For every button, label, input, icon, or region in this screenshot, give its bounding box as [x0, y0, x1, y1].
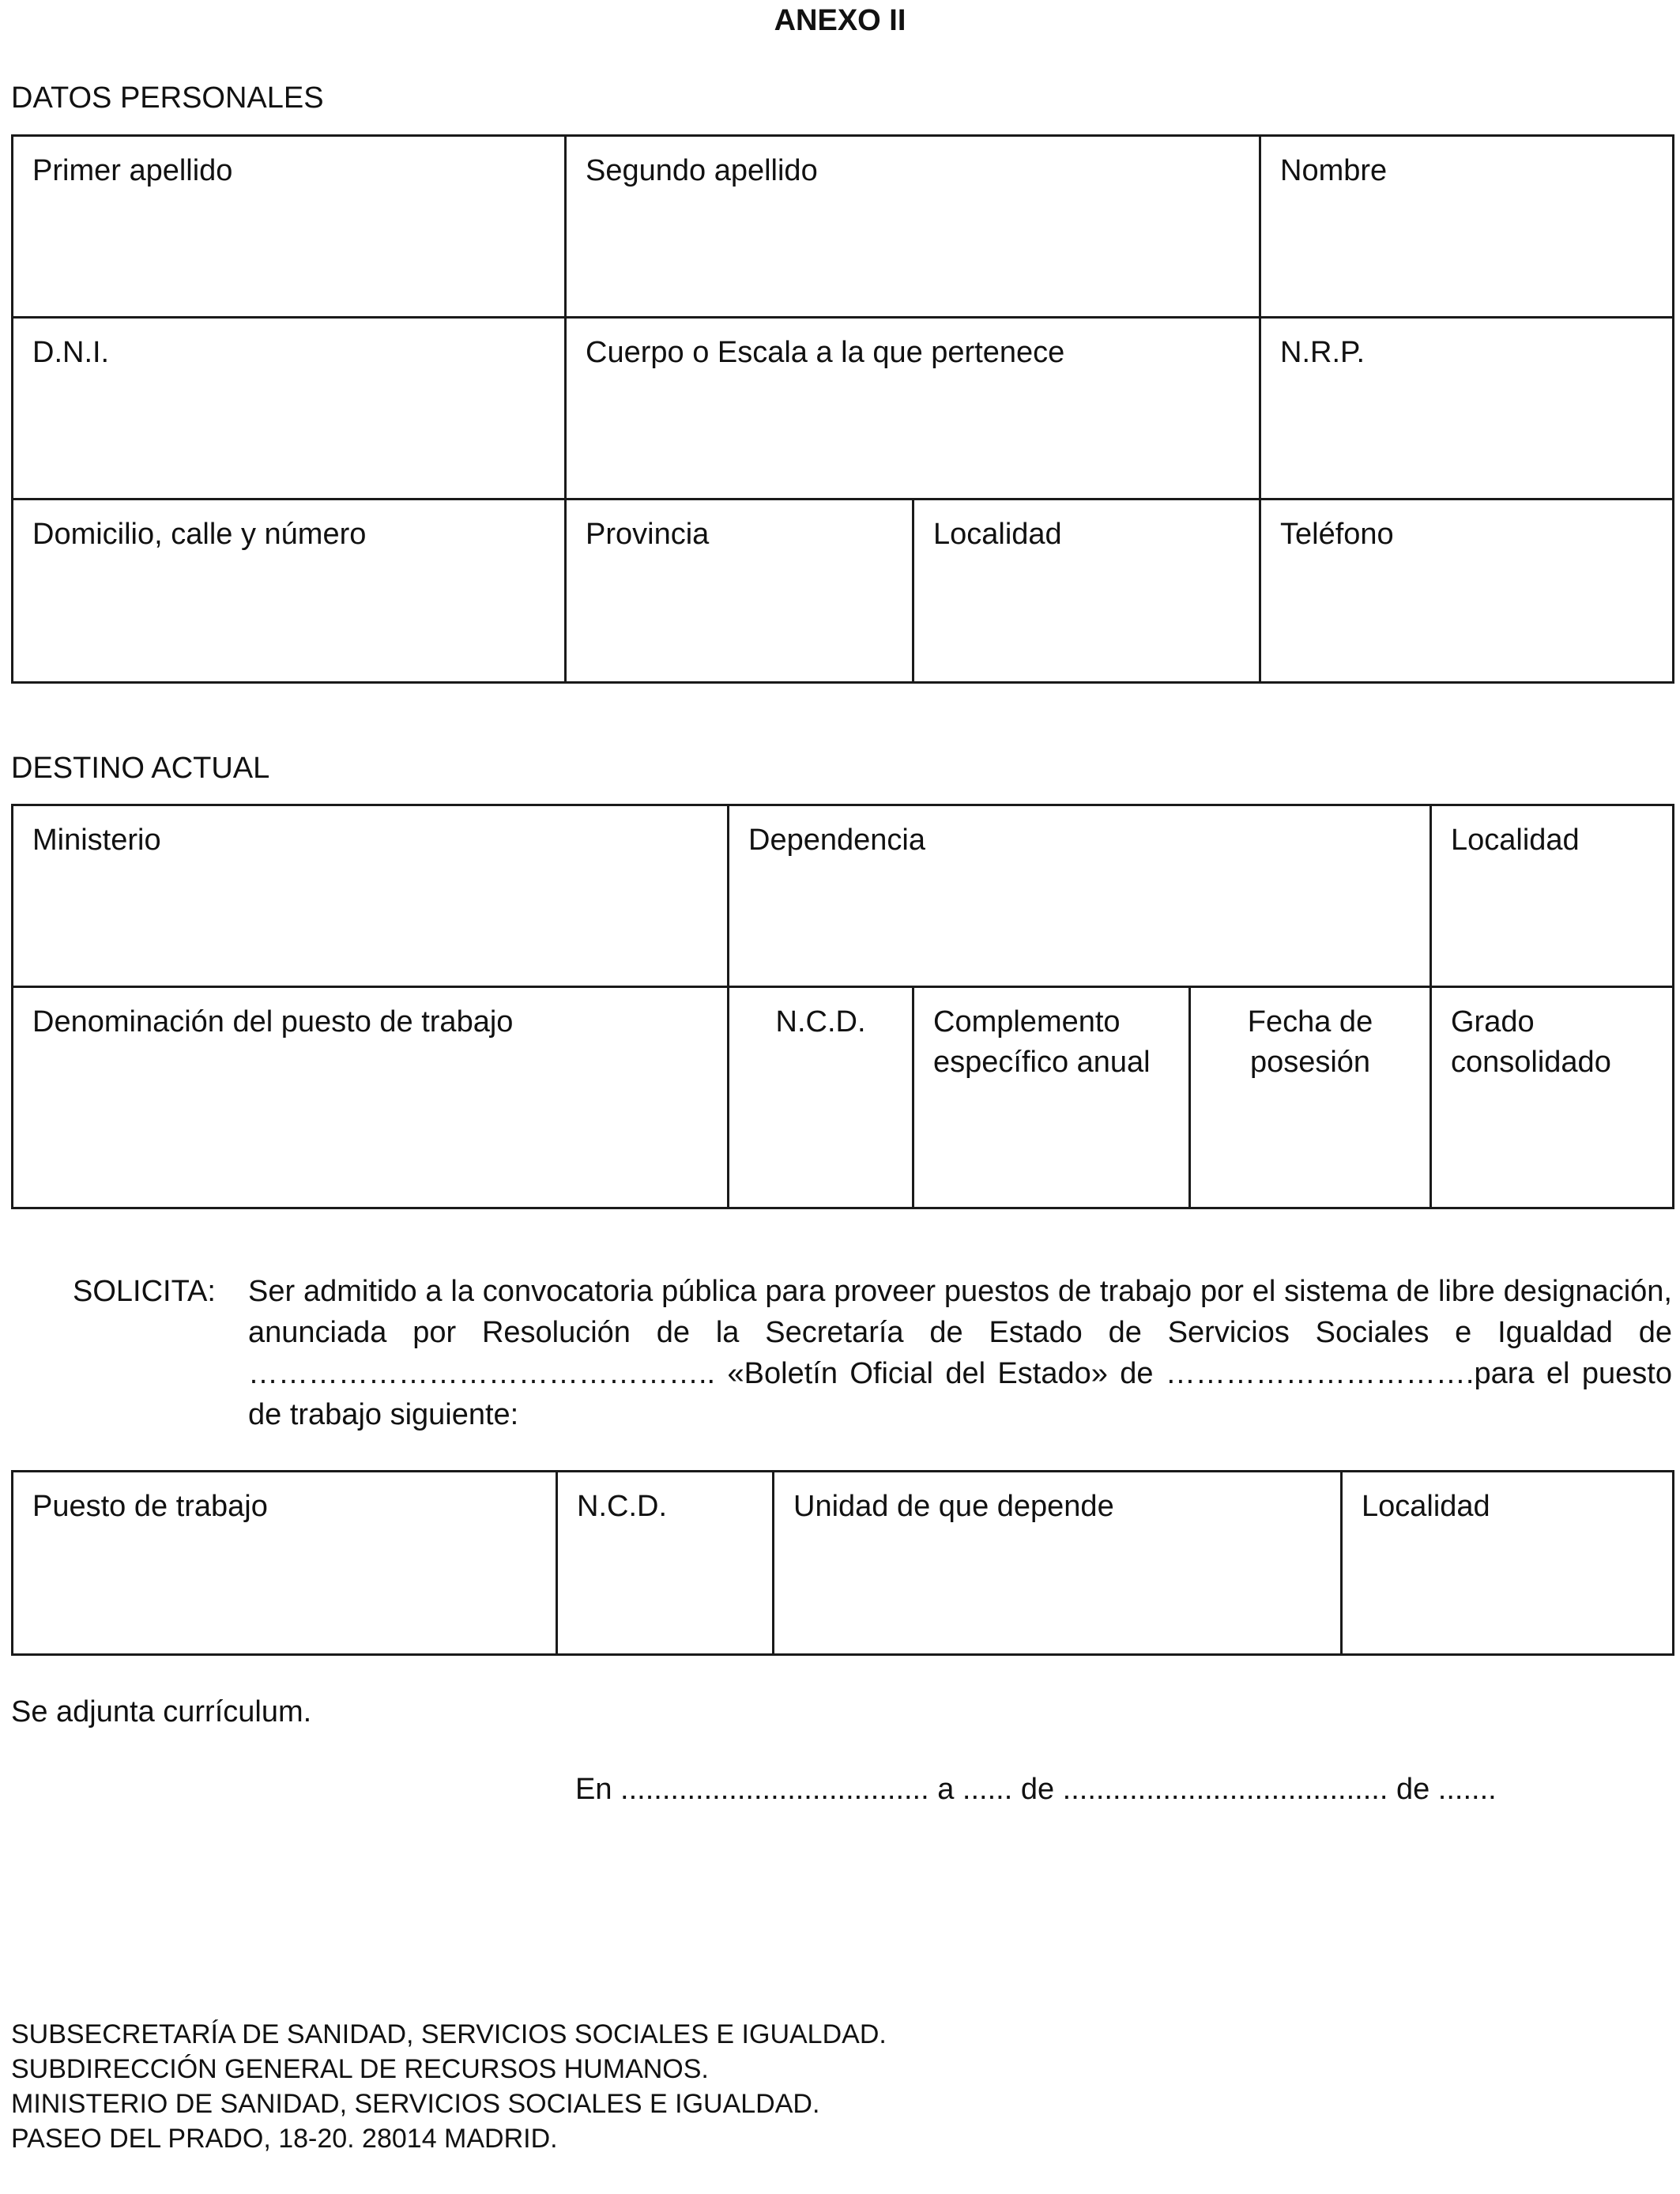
field-ncd-puesto[interactable]: N.C.D. — [557, 1472, 774, 1655]
label-grado-line1: Grado — [1451, 1005, 1535, 1039]
label-fecha-line1: Fecha de — [1247, 1005, 1373, 1039]
document-title: ANEXO II — [774, 4, 906, 37]
section-heading-destino-actual: DESTINO ACTUAL — [11, 752, 270, 785]
label-grado-line2: consolidado — [1451, 1046, 1611, 1080]
footer-line: SUBSECRETARÍA DE SANIDAD, SERVICIOS SOCIALES E IGUALDAD. — [11, 2019, 887, 2049]
solicita-label: SOLICITA: — [73, 1275, 216, 1308]
field-fecha-posesion[interactable] — [1190, 987, 1431, 1208]
field-ministerio[interactable]: Ministerio — [13, 805, 729, 987]
label-complemento-line1: Complemento — [933, 1005, 1121, 1039]
table-row — [13, 136, 1674, 318]
field-primer-apellido[interactable]: Primer apellido — [13, 136, 566, 318]
field-unidad-depende[interactable]: Unidad de que depende — [774, 1472, 1342, 1655]
solicita-paragraph — [73, 1271, 1672, 1435]
table-row — [13, 1472, 1674, 1655]
table-destino-actual — [11, 804, 1674, 1209]
field-nrp[interactable]: N.R.P. — [1260, 318, 1674, 499]
section-heading-datos-personales: DATOS PERSONALES — [11, 81, 324, 115]
table-row — [13, 499, 1674, 683]
field-nombre[interactable]: Nombre — [1260, 136, 1674, 318]
solicita-text: Ser admitido a la convocatoria pública para proveer puestos de trabajo por el sistema de libre designación, anunciada por Resolución de la Secretaría de Estado de Servicios Sociales e Igualdad de ……………………………………….. «Boletín Oficial del Estado» de ………………………….para el puesto de trabajo siguiente: — [248, 1275, 1672, 1431]
footer-address — [11, 2017, 887, 2156]
field-complemento-especifico[interactable] — [913, 987, 1190, 1208]
field-provincia[interactable]: Provincia — [566, 499, 913, 683]
table-puesto-solicitado — [11, 1470, 1674, 1656]
footer-line: PASEO DEL PRADO, 18-20. 28014 MADRID. — [11, 2124, 558, 2154]
field-puesto-trabajo[interactable]: Puesto de trabajo — [13, 1472, 557, 1655]
footer-line: MINISTERIO DE SANIDAD, SERVICIOS SOCIALES E IGUALDAD. — [11, 2089, 820, 2119]
label-complemento-line2: específico anual — [933, 1046, 1151, 1080]
field-localidad-destino[interactable]: Localidad — [1431, 805, 1674, 987]
table-row — [13, 805, 1674, 987]
field-dependencia[interactable]: Dependencia — [729, 805, 1431, 987]
field-denominacion-puesto[interactable]: Denominación del puesto de trabajo — [13, 987, 729, 1208]
field-ncd-destino[interactable]: N.C.D. — [729, 987, 913, 1208]
fecha-lugar-line[interactable]: En ..................................... a ...... de ....................................... de ....... — [575, 1773, 1497, 1806]
field-segundo-apellido[interactable]: Segundo apellido — [566, 136, 1260, 318]
field-localidad-puesto[interactable]: Localidad — [1342, 1472, 1674, 1655]
field-cuerpo-escala[interactable]: Cuerpo o Escala a la que pertenece — [566, 318, 1260, 499]
field-dni[interactable]: D.N.I. — [13, 318, 566, 499]
field-localidad[interactable]: Localidad — [913, 499, 1260, 683]
footer-line: SUBDIRECCIÓN GENERAL DE RECURSOS HUMANOS. — [11, 2054, 709, 2084]
label-fecha-line2: posesión — [1249, 1046, 1371, 1080]
field-telefono[interactable]: Teléfono — [1260, 499, 1674, 683]
table-row — [13, 318, 1674, 499]
table-datos-personales — [11, 134, 1674, 684]
adjunta-curriculum-text: Se adjunta currículum. — [11, 1695, 312, 1728]
table-row — [13, 987, 1674, 1208]
field-domicilio[interactable]: Domicilio, calle y número — [13, 499, 566, 683]
field-grado-consolidado[interactable] — [1431, 987, 1674, 1208]
